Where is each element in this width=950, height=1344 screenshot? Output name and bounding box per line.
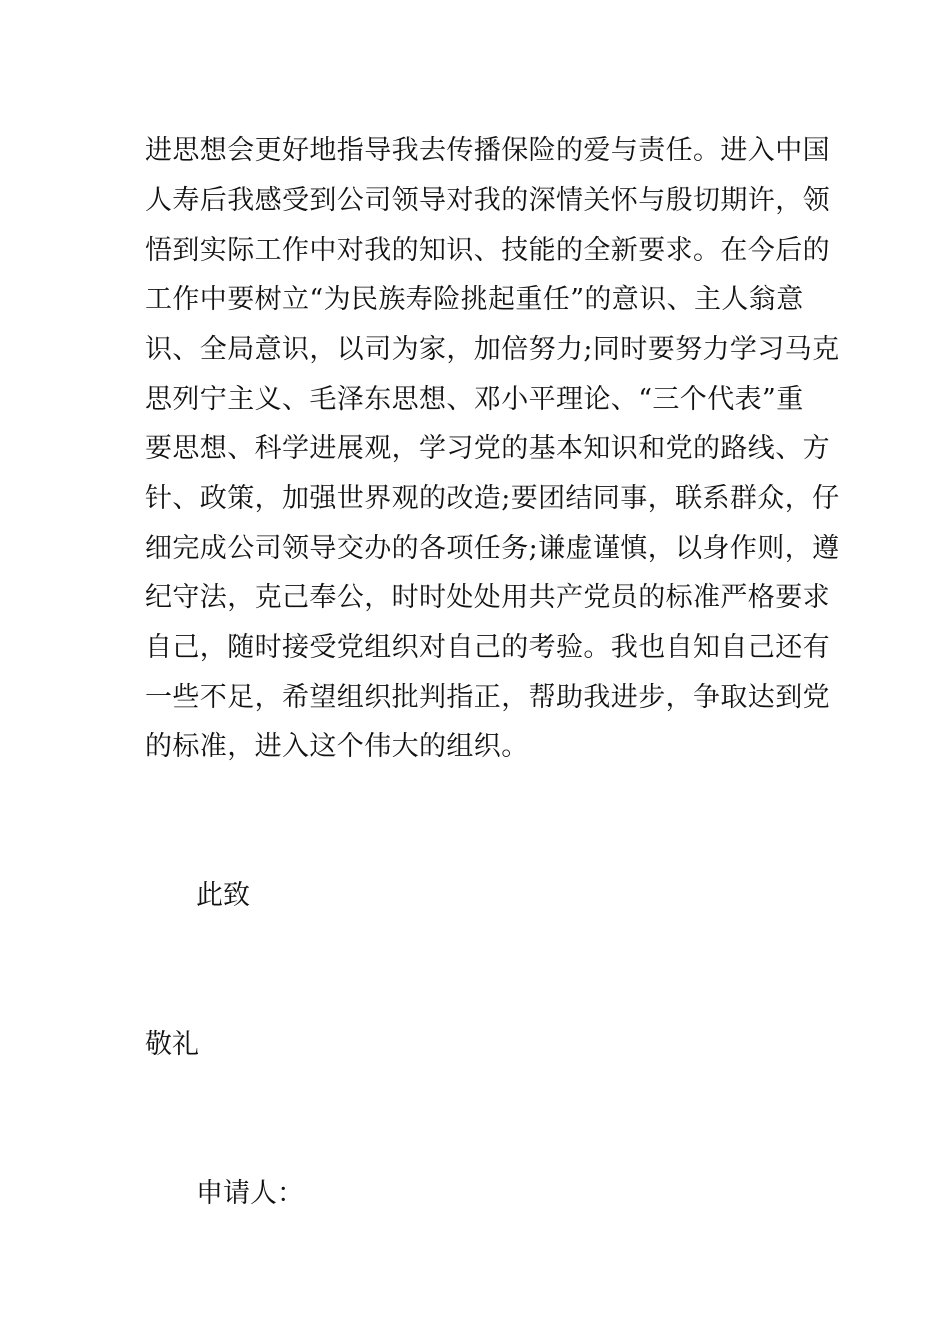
body-text-line: 细完成公司领导交办的各项任务;谦虚谨慎，以身作则，遵	[145, 533, 840, 564]
body-text-line: 要思想、科学进展观，学习党的基本知识和党的路线、方	[145, 433, 830, 464]
body-text-line: 一些不足，希望组织批判指正，帮助我进步，争取达到党	[145, 682, 830, 713]
body-text-line: 纪守法，克己奉公，时时处处用共产党员的标准严格要求	[145, 582, 830, 613]
body-text-line: 悟到实际工作中对我的知识、技能的全新要求。在今后的	[145, 235, 830, 266]
regards-text: 敬礼	[145, 1029, 199, 1060]
body-text-line: 进思想会更好地指导我去传播保险的爱与责任。进入中国	[145, 135, 830, 166]
body-text-line: 识、全局意识，以司为家，加倍努力;同时要努力学习马克	[145, 334, 840, 365]
salutation-text: 此致	[196, 880, 250, 911]
body-text-line: 的标准，进入这个伟大的组织。	[145, 731, 529, 762]
applicant-label: 申请人：	[196, 1178, 304, 1209]
body-text-line: 思列宁主义、毛泽东思想、邓小平理论、“三个代表”重	[145, 384, 804, 415]
body-text-line: 自己，随时接受党组织对自己的考验。我也自知自己还有	[145, 632, 830, 663]
body-text-line: 工作中要树立“为民族寿险挑起重任”的意识、主人翁意	[145, 284, 804, 315]
body-text-line: 人寿后我感受到公司领导对我的深情关怀与殷切期许，领	[145, 185, 830, 216]
body-text-line: 针、政策，加强世界观的改造;要团结同事，联系群众，仔	[145, 483, 840, 514]
